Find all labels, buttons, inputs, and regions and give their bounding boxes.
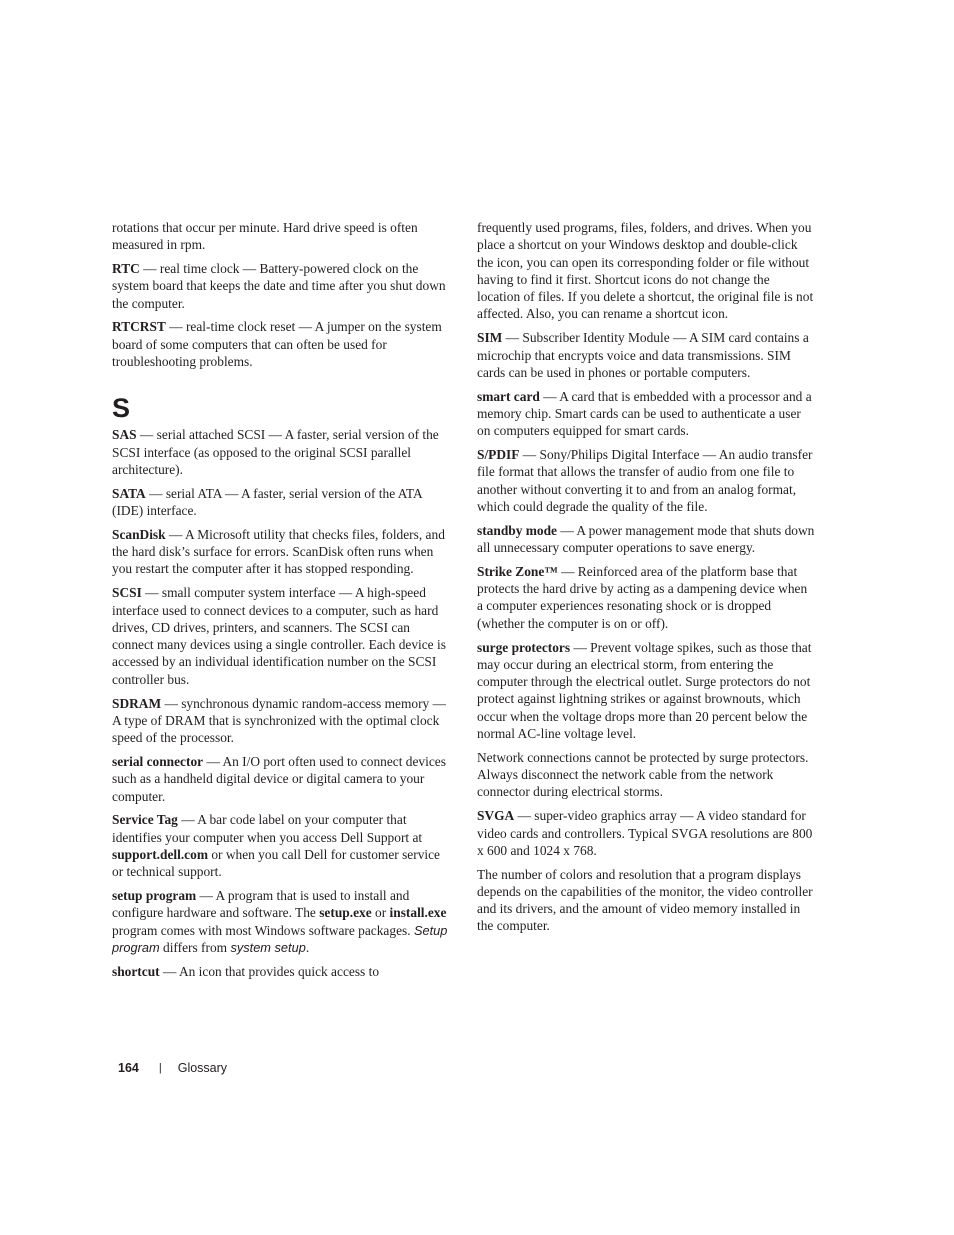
definition-service-tag-part2: or when you call Dell for customer service or technical support. bbox=[112, 846, 441, 880]
setup-exe-filename: setup.exe bbox=[319, 905, 372, 921]
entry-sata bbox=[112, 485, 450, 520]
note-network-connections: Network connections cannot be protected by surge protectors. Always disconnect the network cable from the network connector during electrical storms. bbox=[477, 749, 809, 800]
term-setup-program: setup program bbox=[112, 888, 197, 903]
entry-shortcut bbox=[112, 963, 450, 980]
definition-scsi: — small computer system interface — A high-speed interface used to connect devices to a computer, such as hard drives, CD drives, printers, and scanners. The SCSI can connect many devices using a single controller. Each device is accessed by an individual identification number on the SCSI controller bus. bbox=[112, 585, 446, 687]
term-spdif: S/PDIF bbox=[477, 447, 520, 463]
note-svga-colors: The number of colors and resolution that a program displays depends on the capabilities of the monitor, the video controller and its drivers, and the amount of video memory installed in the computer. bbox=[477, 866, 813, 934]
definition-sata: — serial ATA — A faster, serial version of the ATA (IDE) interface. bbox=[112, 485, 422, 519]
install-exe-filename: install.exe bbox=[389, 905, 447, 921]
definition-svga: — super-video graphics array — A video standard for video cards and controllers. Typical SVGA resolutions are 800 x 600 and 1024 x 768. bbox=[477, 808, 813, 858]
term-strike-zone: Strike Zone™ bbox=[477, 563, 558, 579]
definition-setup-part2: or bbox=[371, 905, 390, 921]
term-sata: SATA bbox=[112, 485, 146, 501]
term-standby-mode: standby mode bbox=[477, 522, 557, 538]
term-scsi: SCSI bbox=[112, 585, 142, 601]
definition-smart-card: — A card that is embedded with a processor and a memory chip. Smart cards can be used to authenticate a user on computers equipped for smart cards. bbox=[477, 388, 812, 439]
term-rtcrst: RTCRST bbox=[112, 319, 166, 335]
right-column bbox=[477, 219, 815, 941]
entry-sas bbox=[112, 426, 450, 478]
term-sas: SAS bbox=[112, 427, 137, 443]
entry-spdif bbox=[477, 446, 815, 515]
section-heading-s: S bbox=[112, 393, 131, 424]
support-site-reference: support.dell.com bbox=[112, 846, 208, 862]
left-column bbox=[112, 219, 450, 986]
definition-setup-part4: differs from bbox=[159, 939, 231, 955]
definition-shortcut: — An icon that provides quick access to bbox=[159, 963, 380, 979]
entry-rtc bbox=[112, 260, 450, 312]
definition-strike-zone: — Reinforced area of the platform base that protects the hard drive by acting as a dampening device when a computer experiences resonating shock or is dropped (whether the computer is on or off). bbox=[477, 563, 808, 631]
term-service-tag: Service Tag bbox=[112, 812, 178, 828]
term-serial-connector: serial connector bbox=[112, 753, 204, 769]
definition-setup-part3: program comes with most Windows software packages. bbox=[112, 922, 414, 938]
entry-rtcrst bbox=[112, 318, 450, 370]
footer-separator: | bbox=[158, 1062, 162, 1074]
system-setup-emphasis: system setup bbox=[230, 939, 306, 955]
definition-setup-part5: . bbox=[305, 939, 310, 955]
definition-service-tag-part1: — A bar code label on your computer that identifies your computer when you access Dell Support at bbox=[112, 812, 423, 845]
term-shortcut: shortcut bbox=[112, 963, 160, 979]
entry-surge-protectors bbox=[477, 639, 815, 743]
entry-standby-mode bbox=[477, 522, 815, 557]
definition-surge-protectors: — Prevent voltage spikes, such as those that may occur during an electrical storm, from entering the computer through the electrical outlet. Surge protectors do not protect against lightning strikes or against brownouts, which occur when the voltage drops more than 20 percent below the normal AC-line voltage level. bbox=[477, 639, 812, 742]
term-rtc: RTC bbox=[112, 261, 140, 277]
term-sdram: SDRAM bbox=[112, 695, 162, 711]
entry-sdram bbox=[112, 695, 450, 747]
term-scandisk: ScanDisk bbox=[112, 526, 166, 542]
setup-program-emphasis: Setup program bbox=[112, 922, 448, 955]
term-smart-card: smart card bbox=[477, 388, 540, 404]
definition-sas: — serial attached SCSI — A faster, serial version of the SCSI interface (as opposed to the original SCSI parallel architecture). bbox=[112, 427, 439, 477]
definition-serial-connector: — An I/O port often used to connect devices such as a handheld digital device or digital camera to your computer. bbox=[112, 753, 446, 804]
definition-rtc: — real time clock — Battery-powered clock on the system board that keeps the date and time after you shut down the computer. bbox=[112, 261, 446, 311]
definition-sdram: — synchronous dynamic random-access memory — A type of DRAM that is synchronized with the optimal clock speed of the processor. bbox=[112, 695, 446, 746]
continued-text-shortcut: frequently used programs, files, folders, and drives. When you place a shortcut on your Windows desktop and double-click the icon, you can open its corresponding folder or file without having to find it first. Shortcut icons do not change the location of files. If you delete a shortcut, the original file is not affected. Also, you can rename a shortcut icon. bbox=[477, 220, 814, 322]
entry-serial-connector bbox=[112, 753, 450, 805]
footer-section-name: Glossary bbox=[177, 1061, 228, 1075]
entry-sim bbox=[477, 329, 815, 381]
definition-setup-part1: — A program that is used to install and configure hardware and software. The bbox=[112, 888, 410, 921]
definition-sim: — Subscriber Identity Module — A SIM card contains a microchip that encrypts voice and data transmissions. SIM cards can be used in phones or portable computers. bbox=[477, 330, 809, 380]
entry-service-tag bbox=[112, 811, 450, 880]
entry-smart-card bbox=[477, 388, 815, 440]
entry-scandisk bbox=[112, 526, 450, 578]
term-svga: SVGA bbox=[477, 808, 515, 824]
entry-svga bbox=[477, 807, 815, 859]
definition-rtcrst: — real-time clock reset — A jumper on the system board of some computers that can often be used for troubleshooting problems. bbox=[112, 319, 442, 370]
page-number: 164 bbox=[118, 1061, 139, 1075]
term-surge-protectors: surge protectors bbox=[477, 639, 571, 655]
page-footer bbox=[118, 1061, 227, 1075]
entry-scsi bbox=[112, 584, 450, 688]
entry-strike-zone bbox=[477, 563, 815, 632]
entry-setup-program bbox=[112, 887, 450, 956]
term-sim: SIM bbox=[477, 330, 503, 346]
definition-spdif: — Sony/Philips Digital Interface — An audio transfer file format that allows the transfer of audio from one file to another without converting it to and from an analog format, which could degrade the quality of the file. bbox=[477, 447, 813, 514]
definition-scandisk: — A Microsoft utility that checks files, folders, and the hard disk’s surface for errors. ScanDisk often runs when you restart the computer after it has stopped responding. bbox=[112, 526, 445, 577]
continued-text: rotations that occur per minute. Hard drive speed is often measured in rpm. bbox=[112, 220, 418, 253]
definition-standby-mode: — A power management mode that shuts down all unnecessary computer operations to save energy. bbox=[477, 522, 815, 556]
